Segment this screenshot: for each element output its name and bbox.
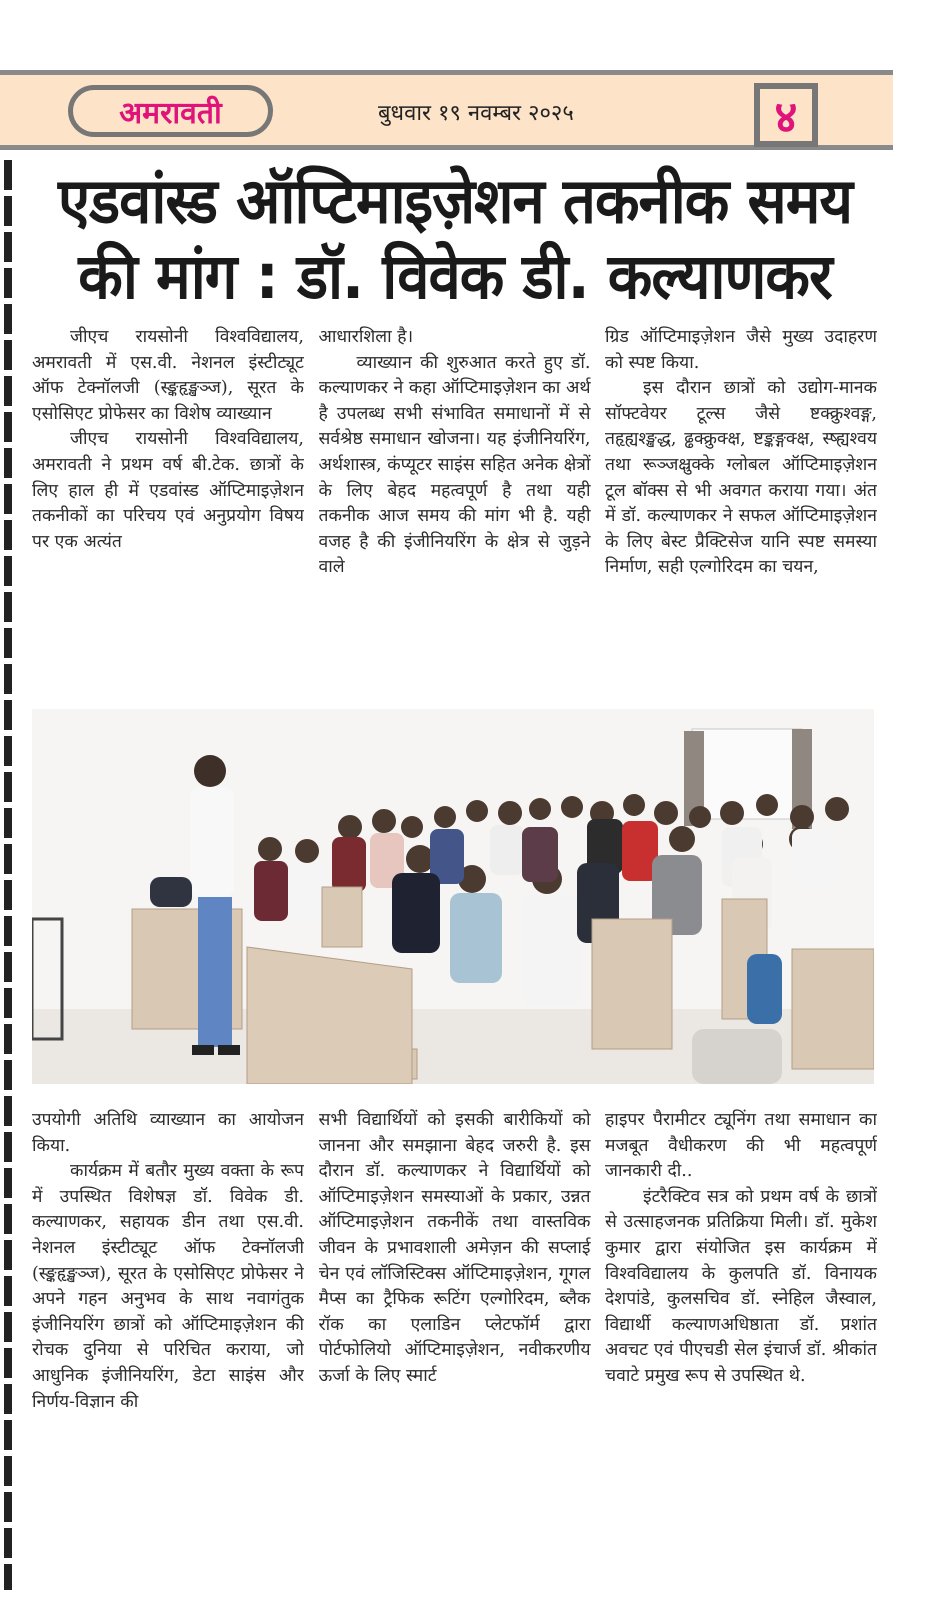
paragraph: इंटरैक्टिव सत्र को प्रथम वर्ष के छात्रों से उत्साहजनक प्रतिक्रिया मिली। डॉ. मुकेश कुमार द्वारा संयोजित इस कार्यक्रम में विश्वविद्यालय के कुलपति डॉ. विनायक देशपांडे, कुलसचिव डॉ. स्नेहिल जैस्वाल, विद्यार्थी कल्याणअधिष्ठाता डॉ. प्रशांत अवचट एवं पीएचडी सेल इंचार्ज डॉ. श्रीकांत चवाटे प्रमुख रूप से उपस्थित थे.: [605, 1186, 877, 1386]
column-2-bottom: [319, 1108, 591, 1588]
column-3-top: [605, 325, 877, 697]
article-body-bottom: [32, 1108, 877, 1588]
paragraph: उपयोगी अतिथि व्याख्यान का आयोजन किया.: [32, 1110, 304, 1156]
city-edition-label: अमरावती: [119, 95, 222, 131]
headline-line-1: एडवांस्ड ऑप्टिमाइज़ेशन तकनीक समय: [57, 164, 853, 238]
column-1-bottom: [32, 1108, 304, 1588]
headline-line-2: की मांग : डॉ. विवेक डी. कल्याणकर: [78, 239, 832, 314]
column-2-top: [319, 325, 591, 697]
column-3-bottom: [605, 1108, 877, 1588]
paragraph: इस दौरान छात्रों को उद्योग-मानक सॉफ्टवेयर टूल्स जैसे ष्टक्क्रुश्वङ्ग, तहृह्यश्ङ्खद्ध, ढ्ढक्क्रुक्क्ष, ष्टङ्कङ्गक्क्ष, स्ष्ह्यश्वय तथा रूञ्जक्ष्रुक्के ग्लोबल ऑप्टिमाइज़ेशन टूल बॉक्स से भी अवगत कराया गया। अंत में डॉ. कल्याणकर ने सफल ऑप्टिमाइज़ेशन के लिए बेस्ट प्रैक्टिसेज यानि स्पष्ट समस्या निर्माण, सही एल्गोरिदम का चयन,: [605, 378, 877, 578]
paragraph: व्याख्यान की शुरुआत करते हुए डॉ. कल्याणकर ने कहा ऑप्टिमाइज़ेशन का अर्थ है उपलब्ध सभी संभावित समाधानों में से सर्वश्रेष्ठ समाधान खोजना। यह इंजीनियरिंग, अर्थशास्त्र, कंप्यूटर साइंस सहित अनेक क्षेत्रों के लिए बेहद महत्वपूर्ण है तथा यही तकनीक आज समय की मांग भी है. यही वजह है की इंजीनियरिंग के क्षेत्र से जुड़ने वाले: [318, 352, 591, 578]
paragraph: हाइपर पैरामीटर ट्यूनिंग तथा समाधान का मजबूत वैधीकरण की भी महत्वपूर्ण जानकारी दी..: [605, 1110, 877, 1182]
dashed-column-rule: [4, 160, 12, 1590]
masthead-banner: [0, 70, 893, 150]
issue-date: बुधवार १९ नवम्बर २०२५: [378, 101, 574, 126]
city-edition-badge: [68, 85, 273, 137]
lecture-photo: [32, 709, 874, 1084]
page-number: ४: [774, 92, 798, 143]
page-number-box: [754, 83, 818, 147]
paragraph: आधारशिला है।: [318, 327, 414, 347]
paragraph: जीएच रायसोनी विश्वविद्यालय, अमरावती में एस.वी. नेशनल इंस्टीट्यूट ऑफ टेक्नॉलजी (स्ङ्कहृङ्खञ्ज), सूरत के एसोसिएट प्रोफेसर का विशेष व्याख्यान: [32, 327, 304, 424]
article-body-top: [32, 325, 877, 697]
column-1-top: [32, 325, 304, 697]
paragraph: कार्यक्रम में बतौर मुख्य वक्ता के रूप में उपस्थित विशेषज्ञ डॉ. विवेक डी. कल्याणकर, सहायक डीन तथा एस.वी. नेशनल इंस्टीट्यूट ऑफ टेक्नॉलजी (स्ङ्कहृङ्खञ्ज), सूरत के एसोसिएट प्रोफेसर ने अपने गहन अनुभव के साथ नवागंतुक इंजीनियरिंग छात्रों को ऑप्टिमाइज़ेशन की रोचक दुनिया से परिचित कराया, जो आधुनिक इंजीनियरिंग, डेटा साइंस और निर्णय-विज्ञान की: [32, 1161, 304, 1412]
paragraph: ग्रिड ऑप्टिमाइज़ेशन जैसे मुख्य उदाहरण को स्पष्ट किया.: [605, 327, 877, 373]
classroom-illustration: [32, 709, 874, 1084]
paragraph: सभी विद्यार्थियों को इसकी बारीकियों को जानना और समझाना बेहद जरुरी है. इस दौरान डॉ. कल्याणकर ने विद्यार्थियों को ऑप्टिमाइज़ेशन समस्याओं के प्रकार, उन्नत ऑप्टिमाइज़ेशन तकनीकें तथा वास्तविक जीवन के प्रभावशाली अमेज़न की सप्लाई चेन एवं लॉजिस्टिक्स ऑप्टिमाइज़ेशन, गूगल मैप्स का ट्रैफिक रूटिंग एल्गोरिदम, ब्लैक रॉक का एलाडिन प्लेटफॉर्म द्वारा पोर्टफोलियो ऑप्टिमाइज़ेशन, नवीकरणीय ऊर्जा के लिए स्मार्ट: [318, 1110, 591, 1386]
article-headline: [40, 163, 870, 314]
paragraph: जीएच रायसोनी विश्वविद्यालय, अमरावती ने प्रथम वर्ष बी.टेक. छात्रों के लिए हाल ही में एडवांस्ड ऑप्टिमाइज़ेशन तकनीकों का परिचय एवं अनुप्रयोग विषय पर एक अत्यंत: [32, 429, 304, 552]
